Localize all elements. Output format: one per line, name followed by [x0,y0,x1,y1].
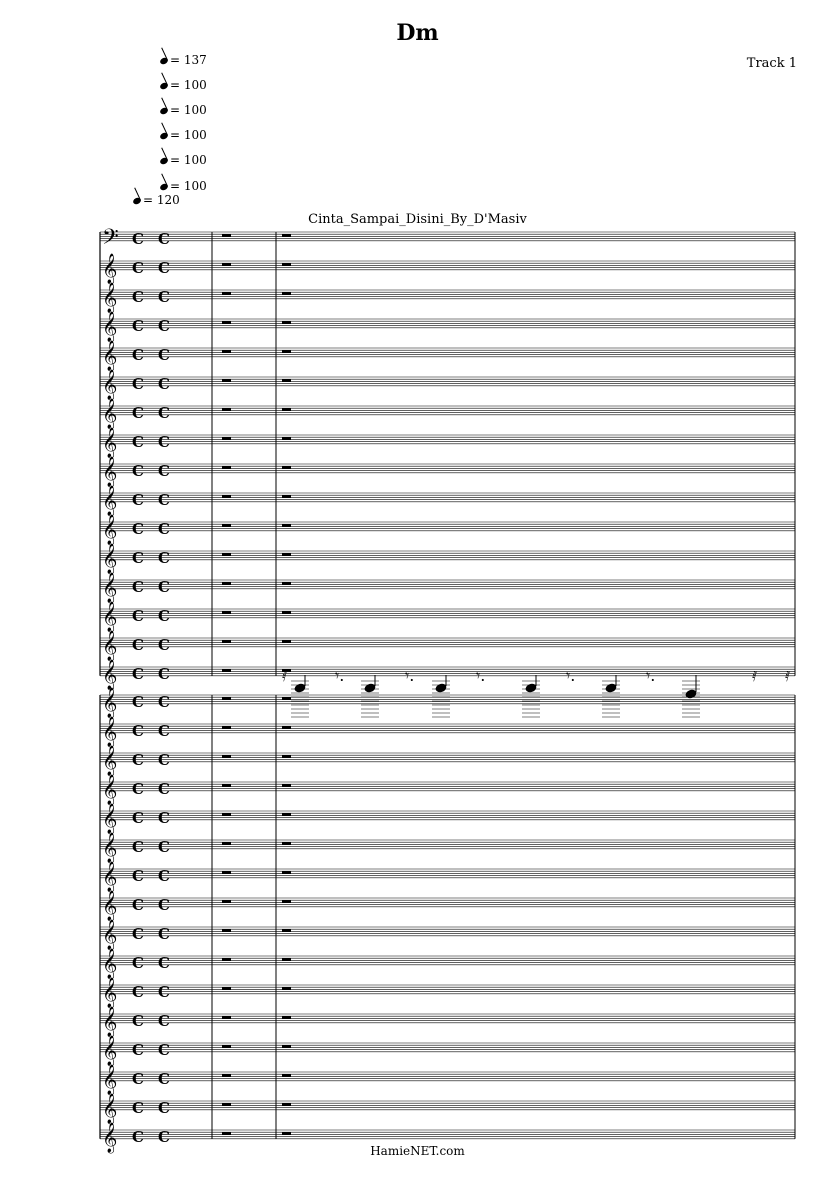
time-signature: C [158,549,170,567]
time-signature: C [132,404,144,422]
time-signature: C [158,578,170,596]
tempo-mark: = 100 [160,179,207,193]
whole-rest-icon [282,726,291,729]
treble-clef-icon: 𝄞 [102,660,118,690]
treble-clef-icon: 𝄞 [102,1036,118,1066]
time-signature: C [158,288,170,306]
piece-subtitle: Cinta_Sampai_Disini_By_D'Masiv [308,212,527,227]
treble-clef-icon: 𝄞 [102,1007,118,1037]
whole-rest-icon [282,1103,291,1106]
whole-rest-icon [222,379,231,382]
time-signature: C [132,491,144,509]
tempo-mark: = 100 [160,153,207,167]
whole-rest-icon [282,350,291,353]
tempo-mark: = 100 [160,103,207,117]
tempo-mark: = 100 [160,128,207,142]
time-signature: C [132,954,144,972]
time-signature: C [158,636,170,654]
time-signature: C [158,433,170,451]
whole-rest-icon [282,640,291,643]
score-title: Dm [396,20,439,46]
time-signature: C [158,925,170,943]
time-signature: C [132,1012,144,1030]
whole-rest-icon [282,437,291,440]
time-signature: C [132,896,144,914]
time-signature: C [132,346,144,364]
track-label: Track 1 [746,56,797,71]
time-signature: C [132,838,144,856]
whole-rest-icon [282,871,291,874]
whole-rest-icon [222,842,231,845]
whole-rest-icon [222,726,231,729]
whole-rest-icon [222,582,231,585]
time-signature: C [158,1070,170,1088]
time-signature: C [132,693,144,711]
whole-rest-icon [282,408,291,411]
whole-rest-icon [282,987,291,990]
whole-rest-icon [222,640,231,643]
whole-rest-icon [222,263,231,266]
time-signature: C [158,867,170,885]
whole-rest-icon [222,987,231,990]
treble-clef-icon: 𝄞 [102,804,118,834]
whole-rest-icon [282,958,291,961]
time-signature: C [132,867,144,885]
time-signature: C [158,1041,170,1059]
treble-clef-icon: 𝄞 [102,631,118,661]
whole-rest-icon [222,813,231,816]
whole-rest-icon [282,929,291,932]
whole-rest-icon [222,929,231,932]
treble-clef-icon: 𝄞 [102,312,118,342]
whole-rest-icon [222,495,231,498]
time-signature: C [132,549,144,567]
whole-rest-icon [282,234,291,237]
whole-rest-icon [282,1045,291,1048]
whole-rest-icon [282,263,291,266]
whole-rest-icon [222,437,231,440]
time-signature: C [158,751,170,769]
rest-icon: 𝅀 [282,669,288,685]
whole-rest-icon [222,408,231,411]
time-signature: C [158,1099,170,1117]
treble-clef-icon: 𝄞 [102,341,118,371]
time-signature: C [132,1099,144,1117]
whole-rest-icon [222,234,231,237]
time-signature: C [132,317,144,335]
whole-rest-icon [222,1074,231,1077]
time-signature: C [158,693,170,711]
time-signature: C [158,809,170,827]
whole-rest-icon [282,524,291,527]
whole-rest-icon [282,321,291,324]
time-signature: C [158,665,170,683]
time-signature: C [158,954,170,972]
time-signature: C [132,751,144,769]
time-signature: C [158,1128,170,1146]
treble-clef-icon: 𝄞 [102,1065,118,1095]
whole-rest-icon [282,1074,291,1077]
treble-clef-icon: 𝄞 [102,428,118,458]
whole-rest-icon [222,611,231,614]
time-signature: C [132,607,144,625]
treble-clef-icon: 𝄞 [102,399,118,429]
treble-clef-icon: 𝄞 [102,688,118,718]
whole-rest-icon [222,553,231,556]
treble-clef-icon: 𝄞 [102,370,118,400]
time-signature: C [132,1128,144,1146]
time-signature: C [132,259,144,277]
time-signature: C [132,665,144,683]
whole-rest-icon [222,697,231,700]
tempo-mark: = 137 [160,53,207,67]
time-signature: C [132,578,144,596]
whole-rest-icon [282,813,291,816]
whole-rest-icon [282,1132,291,1135]
eighth-rest-icon: 𝄾. [405,666,415,685]
whole-rest-icon [222,1016,231,1019]
treble-clef-icon: 𝄞 [102,573,118,603]
whole-rest-icon [222,1132,231,1135]
treble-clef-icon: 𝄞 [102,1123,118,1153]
time-signature: C [132,375,144,393]
time-signature: C [158,375,170,393]
time-signature: C [132,636,144,654]
whole-rest-icon [222,900,231,903]
whole-rest-icon [282,900,291,903]
whole-rest-icon [282,697,291,700]
time-signature: C [132,722,144,740]
time-signature: C [158,896,170,914]
eighth-rest-icon: 𝄾. [566,666,576,685]
treble-clef-icon: 𝄞 [102,486,118,516]
whole-rest-icon [222,1103,231,1106]
treble-clef-icon: 𝄞 [102,602,118,632]
whole-rest-icon [282,755,291,758]
time-signature: C [158,780,170,798]
whole-rest-icon [282,379,291,382]
treble-clef-icon: 𝄞 [102,457,118,487]
time-signature: C [132,1041,144,1059]
time-signature: C [132,780,144,798]
treble-clef-icon: 𝄞 [102,978,118,1008]
time-signature: C [158,404,170,422]
time-signature: C [158,722,170,740]
eighth-rest-icon: 𝄾. [646,666,656,685]
treble-clef-icon: 𝄞 [102,717,118,747]
treble-clef-icon: 𝄞 [102,746,118,776]
whole-rest-icon [222,669,231,672]
treble-clef-icon: 𝄞 [102,283,118,313]
time-signature: C [132,809,144,827]
treble-clef-icon: 𝄞 [102,862,118,892]
treble-clef-icon: 𝄞 [102,515,118,545]
time-signature: C [158,520,170,538]
whole-rest-icon [282,292,291,295]
time-signature: C [158,259,170,277]
whole-rest-icon [282,466,291,469]
time-signature: C [158,607,170,625]
whole-rest-icon [222,524,231,527]
time-signature: C [132,520,144,538]
time-signature: C [158,230,170,248]
whole-rest-icon [222,292,231,295]
time-signature: C [158,462,170,480]
rest-icon: 𝅀 [752,669,758,685]
treble-clef-icon: 𝄞 [102,949,118,979]
time-signature: C [132,433,144,451]
whole-rest-icon [222,755,231,758]
bass-clef-icon: 𝄢 [102,225,119,255]
whole-rest-icon [222,350,231,353]
eighth-rest-icon: 𝄾. [335,666,345,685]
treble-clef-icon: 𝄞 [102,920,118,950]
time-signature: C [132,925,144,943]
treble-clef-icon: 𝄞 [102,1094,118,1124]
time-signature: C [158,491,170,509]
eighth-rest-icon: 𝄾. [476,666,486,685]
whole-rest-icon [222,1045,231,1048]
rest-icon: 𝅀 [785,669,791,685]
footer-credit: HamieNET.com [370,1144,465,1158]
whole-rest-icon [222,466,231,469]
tempo-mark: = 120 [133,193,180,207]
treble-clef-icon: 𝄞 [102,833,118,863]
time-signature: C [158,346,170,364]
whole-rest-icon [222,784,231,787]
treble-clef-icon: 𝄞 [102,775,118,805]
time-signature: C [158,317,170,335]
whole-rest-icon [282,611,291,614]
whole-rest-icon [282,582,291,585]
treble-clef-icon: 𝄞 [102,891,118,921]
tempo-mark: = 100 [160,78,207,92]
whole-rest-icon [282,1016,291,1019]
whole-rest-icon [222,321,231,324]
time-signature: C [158,838,170,856]
time-signature: C [158,983,170,1001]
whole-rest-icon [222,871,231,874]
whole-rest-icon [282,842,291,845]
treble-clef-icon: 𝄞 [102,544,118,574]
whole-rest-icon [222,958,231,961]
whole-rest-icon [282,784,291,787]
treble-clef-icon: 𝄞 [102,254,118,284]
time-signature: C [132,230,144,248]
time-signature: C [132,1070,144,1088]
whole-rest-icon [282,553,291,556]
time-signature: C [132,983,144,1001]
time-signature: C [132,462,144,480]
whole-rest-icon [282,495,291,498]
time-signature: C [158,1012,170,1030]
time-signature: C [132,288,144,306]
